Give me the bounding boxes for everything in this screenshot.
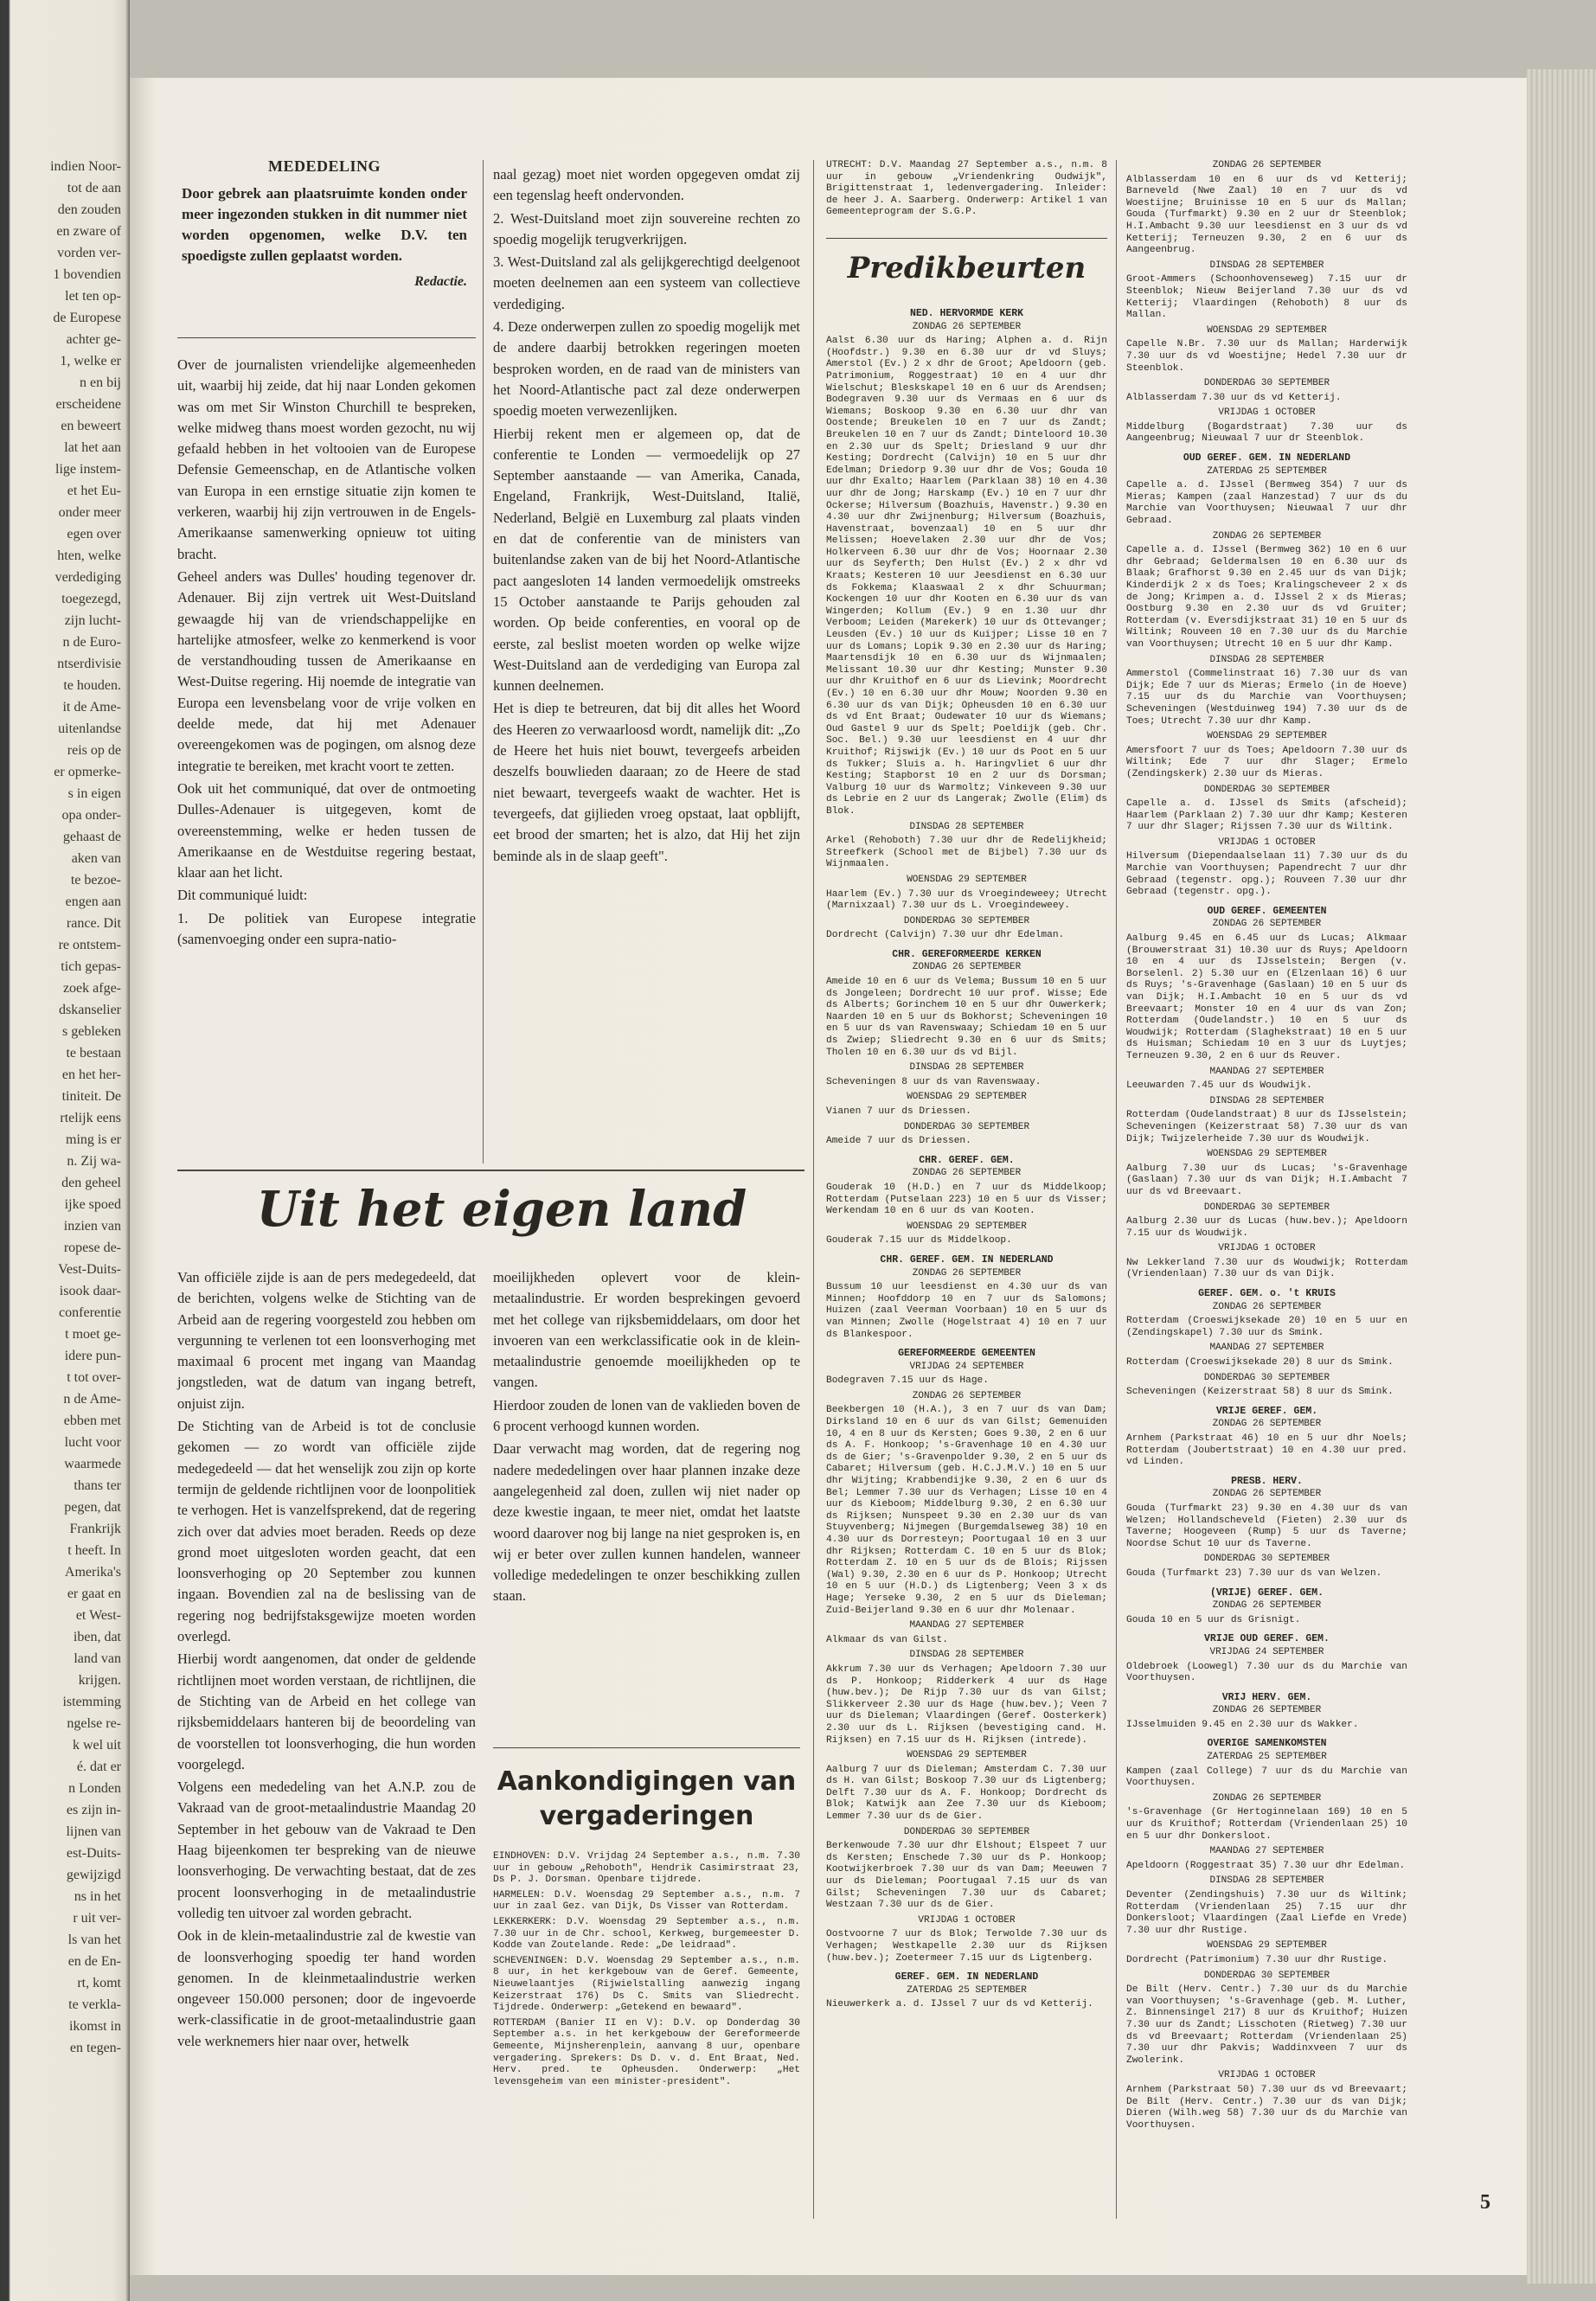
date-heading: DONDERDAG 30 SEPTEMBER bbox=[1203, 1372, 1330, 1383]
dulles-article-col1 bbox=[177, 355, 476, 952]
date-heading: ZONDAG 26 SEPTEMBER bbox=[1212, 1419, 1322, 1430]
date-heading: DONDERDAG 30 SEPTEMBER bbox=[1203, 1970, 1330, 1981]
aankondigingen-title-1: Aankondigingen van bbox=[497, 1766, 797, 1797]
mededeling-text: Door gebrek aan plaatsruimte konden onder meer ingezonden stukken in dit nummer niet worden opgenomen, welke D.V. ten spoedigste zullen geplaatst worden. bbox=[182, 185, 467, 265]
date-heading: DONDERDAG 30 SEPTEMBER bbox=[903, 1826, 1030, 1837]
date-heading: MAANDAG 27 SEPTEMBER bbox=[1209, 1066, 1324, 1077]
announcement-item: ROTTERDAM (Banier II en V): D.V. op Donderdag 30 September a.s. in het kerkgebouw der Gereformeerde Gemeente, Mijnsherenplein, aanvang 8 uur, openbare vergadering. Sprekers: Ds D. v. d. Ent Braat, Ned. Herv. pred. te Opheusden. Onderwerp: „Het levensgeheim van een minister-president". bbox=[493, 2017, 800, 2087]
paragraph: Ook in de klein-metaalindustrie zal de kwestie van de loonsverhoging spoedig ter hand worden genomen. In de kleinmetaalindustrie werken ongeveer 150.000 personen; door de ingevoerde werk-classificatie in de groot-metaalindustrie gaan vele werknemers hier naar over, hetwelk bbox=[177, 1927, 476, 2049]
left-page-fragment: dskanselier bbox=[59, 1003, 121, 1017]
left-page-fragments bbox=[10, 156, 121, 2059]
service-listing: Rotterdam (Croeswijksekade 20) 8 uur ds Smink. bbox=[1126, 1357, 1394, 1368]
left-page-fragment: krijgen. bbox=[78, 1673, 121, 1688]
left-page-fragment: vorden ver- bbox=[57, 246, 121, 260]
service-listing: Amersfoort 7 uur ds Toes; Apeldoorn 7.30 uur ds Wiltink; Ede 7 uur dhr Slager; Ermelo (Zendingskerk) 2.30 uur ds Mieras. bbox=[1126, 745, 1407, 779]
service-listing: Gouda 10 en 5 uur ds Grisnigt. bbox=[1126, 1614, 1301, 1625]
date-heading: WOENSDAG 29 SEPTEMBER bbox=[907, 874, 1027, 885]
left-page-fragment: zijn lucht- bbox=[64, 613, 121, 628]
church-heading: PRESB. HERV. bbox=[1231, 1475, 1303, 1487]
service-listing: Alkmaar ds van Gilst. bbox=[826, 1634, 948, 1645]
service-listing: Ameide 10 en 6 uur ds Velema; Bussum 10 en 5 uur ds Jongeleen; Dordrecht 10 uur prof. Wisse; Ede ds Alberts; Gorinchem 10 en 5 uur dhr Ouwerkerk; Naarden 10 en 5 uur ds Bokhorst; Scheveningen 10 en 5 uur ds van Ravenswaay; Schiedam 10 en 5 uur ds Zwiep; Sliedrecht 9.30 en 6 uur ds Smits; Tholen 10 en 6.30 uur ds vd Bijl. bbox=[826, 977, 1107, 1058]
date-heading: VRIJDAG 1 OCTOBER bbox=[1218, 407, 1316, 419]
church-heading: OVERIGE SAMENKOMSTEN bbox=[1207, 1738, 1327, 1750]
left-page-fragment: isook daar- bbox=[59, 1284, 121, 1298]
left-page-fragment: n en bij bbox=[80, 375, 121, 390]
left-page-fragment: re ontstem- bbox=[58, 938, 121, 952]
left-page-fragment: den geheel bbox=[61, 1176, 121, 1190]
date-heading: ZONDAG 26 SEPTEMBER bbox=[1212, 1489, 1322, 1500]
service-listing: Arnhem (Parkstraat 50) 7.30 uur ds vd Breevaart; De Bilt (Herv. Centr.) 7.30 uur ds van Dijk; Dieren (Wilh.weg 58) 7.30 uur ds du Marchie van Voorthuysen. bbox=[1126, 2084, 1407, 2131]
page-edges bbox=[1527, 69, 1596, 2284]
church-heading: CHR. GEREF. GEM. bbox=[919, 1154, 1015, 1166]
service-listing: Groot-Ammers (Schoonhovenseweg) 7.15 uur dr Steenblok; Nieuw Beijerland 7.30 uur ds vd Ketterij; Vlaardingen (Rehoboth) 8 uur ds Mallan. bbox=[1126, 274, 1407, 321]
left-page-fragment: ijke spoed bbox=[64, 1197, 121, 1212]
service-listing: Akkrum 7.30 uur ds Verhagen; Apeldoorn 7.30 uur ds P. Honkoop; Ridderkerk 4 uur ds Hage (huw.bev.); De Rijp 7.30 uur ds van Gilst; Slikkerveer 2.30 uur ds Hage (huw.bev.); Veen 7 uur ds Dieleman; Vlaardingen (Geref. Oosterkerk) 2.30 uur ds L. Rijksen (bevestiging cand. H. Rijksen) en 7.15 uur ds H. Rijksen (intrede). bbox=[826, 1663, 1107, 1746]
date-heading: VRIJDAG 1 OCTOBER bbox=[1218, 836, 1316, 848]
church-heading: GEREFORMEERDE GEMEENTEN bbox=[898, 1348, 1035, 1360]
announcement-item: EINDHOVEN: D.V. Vrijdag 24 September a.s., n.m. 7.30 uur in gebouw „Rehoboth", Hendrik Casimirstraat 23, Ds P. J. Dorsman. Openbare tijdrede. bbox=[493, 1851, 800, 1886]
service-listing: Rotterdam (Croeswijksekade 20) 10 en 5 uur en (Zendingskapel) 7.30 uur ds Smink. bbox=[1126, 1316, 1407, 1338]
left-page-fragment: onder meer bbox=[58, 505, 121, 520]
left-page-fragment: t heeft. In bbox=[67, 1543, 121, 1558]
left-page-fragment: en beweert bbox=[61, 419, 121, 433]
date-heading: WOENSDAG 29 SEPTEMBER bbox=[907, 1092, 1027, 1103]
service-listing: Rotterdam (Oudelandstraat) 8 uur ds IJsselstein; Scheveningen (Keizerstraat 58) 7.30 uur ds van Dijk; Twijzelerheide 7.30 uur ds Woudwijk. bbox=[1126, 1110, 1407, 1144]
left-page-fragment: den zouden bbox=[57, 202, 121, 217]
church-heading: NED. HERVORMDE KERK bbox=[909, 308, 1024, 319]
service-listing: Leeuwarden 7.45 uur ds Woudwijk. bbox=[1126, 1080, 1312, 1092]
date-heading: ZONDAG 26 SEPTEMBER bbox=[1212, 530, 1322, 542]
left-page-fragment: land van bbox=[74, 1651, 121, 1666]
service-listing: Kampen (zaal College) 7 uur ds du Marchie van Voorthuysen. bbox=[1126, 1766, 1407, 1789]
left-page-fragment: tot de aan bbox=[67, 181, 121, 195]
paragraph: naal gezag) moet niet worden opgegeven omdat zij een tegenslag heeft ondervonden. bbox=[493, 166, 800, 204]
service-listing: Arnhem (Parkstraat 46) 10 en 5 uur dhr Noels; Rotterdam (Joubertstraat) 10 en 4.30 uur pred. vd Linden. bbox=[1126, 1433, 1407, 1468]
eigen-land-title: Uit het eigen land bbox=[256, 1181, 747, 1238]
left-page-fragment: thans ter bbox=[74, 1478, 121, 1493]
service-listing: Alblasserdam 7.30 uur ds vd Ketterij. bbox=[1126, 392, 1342, 403]
paragraph: Het is diep te betreuren, dat bij dit alles het Woord des Heeren zo verwaarloosd wordt, namelijk dit: „Zo de Heere het huis niet bouwt, tevergeefs arbeiden deszelfs bouwlieden daaraan; zo de Heere de stad niet bewaart, tevergeefs waakt de wachter. Het is tevergeefs, dat gijlieden vroeg opstaat, laat opblijft, eet brood der smarten; het is alzo, dat Hij het zijn beminde als in de slaap geeft". bbox=[493, 700, 800, 864]
paragraph: Hierbij wordt aangenomen, dat onder de geldende richtlijnen moet worden verstaan, de richtlijnen, die de Stichting van de Arbeid en het college van rijksbemiddelaars hanteren bij de beoordeling van de voorstellen tot loonsverhoging, die hun worden voorgelegd. bbox=[177, 1650, 476, 1772]
date-heading: VRIJDAG 1 OCTOBER bbox=[918, 1914, 1016, 1926]
service-listing: Gouderak 7.15 uur ds Middelkoop. bbox=[826, 1235, 1012, 1247]
page-number: 5 bbox=[1480, 2191, 1490, 2214]
left-page-fragment: de Europese bbox=[53, 311, 121, 325]
date-heading: WOENSDAG 29 SEPTEMBER bbox=[1207, 1940, 1327, 1952]
church-heading: OUD GEREF. GEM. IN NEDERLAND bbox=[1183, 452, 1351, 465]
paragraph: 2. West-Duitsland moet zijn souvereine rechten zo spoedig mogelijk terugverkrijgen. bbox=[493, 209, 800, 247]
date-heading: DINSDAG 28 SEPTEMBER bbox=[1209, 654, 1324, 665]
service-listing: Capelle a. d. IJssel (Bermweg 362) 10 en 6 uur dhr Gebraad; Geldermalsen 10 en 6.30 uur ds Blaak; Grafhorst 9.30 en 2.45 uur ds van Dijk; Kinderdijk 2 x ds Toes; Kralingscheveer 2 x ds de Jong; Krimpen a. d. IJssel 2 x ds Mieras; Oostburg 9.30 en 2.30 uur ds vd Gruiter; Rotterdam (v. Eversdijkstraat 31) 10 en 5 uur ds Wiltink; Rouveen 10 en 7.30 uur ds du Marchie van Voorthuysen; Utrecht 10 en 5 uur dhr Kamp. bbox=[1126, 545, 1407, 650]
left-page-fragment: rt, komt bbox=[77, 1976, 121, 1990]
left-page-fragment: é. dat er bbox=[76, 1759, 121, 1774]
service-listing: De Bilt (Herv. Centr.) 7.30 uur ds du Marchie van Voorthuysen; 's-Gravenhage (geb. M. Luther, Z. Binnensingel 217) 8 uur ds Kruithof; Huizen 7.30 uur ds Zandt; Lisschoten (Rietweg) 7.30 uur ds vd Breevaart; Rotterdam (Vriendenlaan 25) 7.30 uur dhr Pakvis; Waddinxveen 7 uur ds Zwolerink. bbox=[1126, 1984, 1407, 2066]
service-listing: Middelburg (Bogardstraat) 7.30 uur ds Aangeenbrug; Nieuwaal 7 uur dr Steenblok. bbox=[1126, 421, 1407, 445]
paragraph: Geheel anders was Dulles' houding tegenover dr. Adenauer. Bij zijn vertrek uit West-Duitsland gewaagde hij van de vriendschappelijke en hartelijke atmosfeer, welke zo kenmerkend is voor de verstandhouding tussen de Amerikaanse en West-Duitse regering. Hij noemde de integratie van Europa een levensbelang voor de vrije volken en deelde mede, dat hij met Adenauer overeengekomen was de pogingen, om alsnog deze integratie te bereiken, met kracht voort te zetten. bbox=[177, 567, 476, 774]
newspaper-page bbox=[130, 78, 1527, 2275]
service-listing: Berkenwoude 7.30 uur dhr Elshout; Elspeet 7 uur ds Kersten; Enschede 7.30 uur ds P. Honkoop; Kootwijkerbroek 7.30 uur ds van Dam; Meeuwen 7 uur ds Dieleman; Poortugaal 7.15 uur ds van Gilst; Scheveningen 7.30 uur ds Cabaret; Westzaan 7.30 uur ds de Gier. bbox=[826, 1841, 1107, 1911]
eigen-land-col2 bbox=[493, 1267, 800, 1609]
column-rule bbox=[483, 160, 484, 1163]
date-heading: ZONDAG 26 SEPTEMBER bbox=[1212, 160, 1322, 170]
left-page-fragment: waarmede bbox=[64, 1457, 121, 1471]
left-page-fragment: lige instem- bbox=[55, 462, 121, 477]
date-heading: ZONDAG 26 SEPTEMBER bbox=[1212, 919, 1322, 930]
service-listing: Arkel (Rehoboth) 7.30 uur dhr de Redelijkheid; Streefkerk (School met de Bijbel) 7.30 uur ds Wijnmaalen. bbox=[826, 836, 1107, 870]
paragraph: De Stichting van de Arbeid is tot de conclusie gekomen — zo wordt van officiële zijde medegedeeld — dat het wenselijk zou zijn op korte termijn de geldende richtlijnen voor de loonpolitiek te verhogen. Het is vanzelfsprekend, dat de regering zich over dat advies moet beraden. Reeds op deze grond moet uitgesloten worden geacht, dat een loonsverhoging op 20 September zou kunnen ingaan. Bovendien zal na de beslissing van de regering nog bedrijfstaksgewijze moeten worden overlegd. bbox=[177, 1418, 476, 1645]
eigen-land-col1 bbox=[177, 1267, 476, 2054]
left-page-fragment: achter ge- bbox=[66, 332, 121, 347]
left-page-fragment: te bezoe- bbox=[70, 873, 121, 888]
paragraph: Over de journalisten vriendelijke algemeenheden uit, waarbij hij zeide, dat hij naar Londen gekomen was om met Sir Winston Churchill te bespreken, welke midweg thans moest worden gezocht, nu wij gefaald hebben in het voltooien van de Europese Defensie Gemeenschap, en de Atlantische volken van Europa in een ernstige situatie zijn komen te verkeren, waarbij hij zijn vertrouwen in de Engels-Amerikaanse samenwerking opnieuw tot uiting bracht. bbox=[177, 356, 476, 562]
church-heading: (VRIJE) GEREF. GEM. bbox=[1209, 1586, 1324, 1599]
aankondigingen-list bbox=[493, 1851, 800, 2092]
mededeling-box bbox=[182, 156, 467, 293]
service-listing: Aalburg 7.30 uur ds Lucas; 's-Gravenhage (Gaslaan) 7.30 uur ds van Dijk; H.I.Ambacht 7 uur ds vd Breevaart. bbox=[1126, 1163, 1407, 1197]
left-page-fragment: 1, welke er bbox=[60, 354, 121, 369]
left-page-fragment: iben, dat bbox=[73, 1630, 121, 1644]
service-listing: Dordrecht (Calvijn) 7.30 uur dhr Edelman. bbox=[826, 930, 1065, 941]
service-listing: Gouda (Turfmarkt 23) 7.30 uur ds van Welzen. bbox=[1126, 1567, 1382, 1579]
left-page-fragment: ntserdivisie bbox=[57, 657, 121, 671]
paragraph: Volgens een mededeling van het A.N.P. zou de Vakraad van de groot-metaalindustrie Maandag 20 September in het gebouw van de Vakraad te Den Haag bijeenkomen ter bespreking van de nieuwe loonsverhoging. De verwachting bestaat, dat de zes procent loonsverhoging in de metaalindustrie volledig ten uitvoer zal worden gebracht. bbox=[177, 1779, 476, 1921]
date-heading: ZATERDAG 25 SEPTEMBER bbox=[1207, 465, 1327, 477]
column-rule bbox=[1116, 160, 1117, 2219]
service-listing: Dordrecht (Patrimonium) 7.30 uur dhr Rustige. bbox=[1126, 1954, 1388, 1965]
left-page-fragment: en het her- bbox=[61, 1067, 121, 1082]
service-listing: Beekbergen 10 (H.A.), 3 en 7 uur ds van Dam; Dirksland 10 en 6 uur ds van Gilst; Gemenuiden 10, 4 en 8 uur ds Kersten; Goes 9.30, 2 en 6 uur ds A. F. Honkoop; 's-Gravenhage 10 en 4.30 uur ds de Gier; 's-Gravenpolder 9.30, 2 en 5 uur ds Cabaret; Hilversum (geb. H.C.J.M.V.) 10 en 5 uur dhr Wijting; Krabbendijke 9.30, 2 en 6 uur ds Bel; Lemmer 7.30 uur ds Verhagen; Lisse 10 en 4 uur ds Kieboom; Middelburg 9.30, 2 en 6.30 uur ds Rijksen; Nunspeet 9.30 en 2.30 uur ds van Stuyvenberg; Nijmegen (Burgemdalseweg 38) 10 en 4.30 uur ds Dorresteyn; Poortugaal 10 en 3 uur dhr Rijksen; Rotterdam C. 10 en 5 uur ds Blok; Rotterdam Z. 10 en 5 uur ds de Blois; Rijssen (Wal) 9.30, 2.30 en 6 uur ds P. Honkoop; Utrecht 10 en 5 uur (H.D.) ds Ligtenberg; Veen 3 x ds Hage; Yerseke 9.30, 2 en 5 uur ds Dieleman; Zuid-Beijerland 9.30 en 6 uur dhr Molenaar. bbox=[826, 1405, 1107, 1616]
left-page-fragment: ming is er bbox=[66, 1132, 121, 1147]
date-heading: VRIJDAG 24 SEPTEMBER bbox=[1209, 1646, 1324, 1657]
left-page-fragment: gewijzigd bbox=[66, 1868, 121, 1882]
left-page-fragment: Vest-Duits- bbox=[58, 1262, 121, 1277]
date-heading: DONDERDAG 30 SEPTEMBER bbox=[1203, 1554, 1330, 1565]
divider bbox=[493, 1747, 800, 1748]
service-listing: Capelle a. d. IJssel (Bermweg 354) 7 uur ds Mieras; Kampen (zaal Hanzestad) 7 uur ds du Marchie van Voorthuysen; Nieuwaal 7 uur dhr Gebraad. bbox=[1126, 480, 1407, 527]
left-page-fragment: inzien van bbox=[63, 1219, 121, 1234]
left-page-fragment: lat het aan bbox=[64, 440, 121, 455]
predikbeurten-title: Predikbeurten bbox=[847, 251, 1086, 285]
left-page-fragment: erscheidene bbox=[55, 397, 121, 412]
service-listing: Vianen 7 uur ds Driessen. bbox=[826, 1106, 971, 1117]
left-page-fragment: t tot over- bbox=[67, 1370, 121, 1385]
left-page-fragment: uitenlandse bbox=[58, 721, 121, 736]
paragraph: Van officiële zijde is aan de pers medegedeeld, dat de berichten, volgens welke de Stichting van de Arbeid aan de regering voorgesteld zou hebben om vergunning te verlenen tot een loonsverhoging met maximaal 6 procent met ingang van Maandag jongstleden, wat de datum van ingang betreft, onjuist zijn. bbox=[177, 1269, 476, 1412]
service-listing: Scheveningen 8 uur ds van Ravenswaay. bbox=[826, 1076, 1042, 1087]
paragraph: Hierbij rekent men er algemeen op, dat de conferentie te Londen — vermoedelijk op 27 September aanstaande — van Amerika, Canada, Engeland, Frankrijk, West-Duitsland, Italië, Nederland, België en Luxemburg zal plaats vinden en dat de conferentie van de ministers van buitenlandse zaken van de bij het Noord-Atlantische pact aangesloten 14 landen vermoedelijk omstreeks 15 October aanstaande te Parijs gehouden zal worden. Op beide conferenties, en vooral op de eerste, zal beslist moeten worden op welke wijze West-Duitsland aan de verdediging van Europa zal kunnen deelnemen. bbox=[493, 425, 800, 695]
left-page-fragment: engen aan bbox=[65, 894, 121, 909]
date-heading: MAANDAG 27 SEPTEMBER bbox=[1209, 1846, 1324, 1857]
left-page-fragment: egen over bbox=[67, 527, 121, 542]
left-page-fragment: gehaast de bbox=[62, 830, 121, 844]
left-page-fragment: te verkla- bbox=[68, 1997, 121, 2012]
date-heading: ZONDAG 26 SEPTEMBER bbox=[912, 321, 1022, 332]
date-heading: ZONDAG 26 SEPTEMBER bbox=[912, 1267, 1022, 1279]
service-listing: Nw Lekkerland 7.30 uur ds Woudwijk; Rotterdam (Vriendenlaan) 7.30 uur ds van Dijk. bbox=[1126, 1257, 1407, 1280]
left-page-fragment: ns in het bbox=[74, 1889, 121, 1904]
date-heading: WOENSDAG 29 SEPTEMBER bbox=[907, 1221, 1027, 1232]
mededeling-signature: Redactie. bbox=[414, 274, 467, 290]
left-page-fragment: n. Zij wa- bbox=[67, 1154, 121, 1169]
left-page-fragment: pegen, dat bbox=[64, 1500, 121, 1515]
service-listing: Aalst 6.30 uur ds Haring; Alphen a. d. Rijn (Hoofdstr.) 9.30 en 6.30 uur dr vd Sluys; Amerstol (Ev.) 2 x dhr de Groot; Apeldoorn (geb. Patrimonium, Roggestraat) 10 en 4 uur dhr Wielschut; Bleskskapel 10 en 6 uur ds Arendsen; Bodegraven 9.30 uur ds Vermaas en 6 uur ds Wiemans; Boskoop 9.30 en 6.30 uur dhr van Oostende; Breukelen 10 en 7 uur ds Zandt; Breukelen 10 en 7 uur ds Zandt; Dinteloord 10.30 en 2.30 uur ds Spelt; Driesland 9 uur dhr Kesting; Dordrecht (Calvijn) 10 en 5 uur dhr Edelman; Driedorp 9.30 uur dhr de Vos; Gouda 10 uur dhr Exalto; Haarlem (Parklaan 38) 10 en 4.30 uur dhr de Jong; Harskamp (Ev.) 10 en 7 uur dhr Ockerse; Hilversum (Boazhuis, Havenstr.) 9.30 en 4.30 uur dhr Zwijnenburg; Hilversum (Boazhuis, Havenstraat, bovenzaal) 10 en 5 uur dhr Melissen; Hoevelaken 2.30 uur dhr de Vos; Holkerveen 6.30 uur dhr de Vos; Hoornaar 2.30 uur ds Seyferth; Den Hulst (Ev.) 2 x dhr vd Kraats; Kesteren 10 uur Jeesdienst en 6.30 uur ds Fokkema; Klaaswaal 2 x dhr Schuurman; Kockengen 10 uur dhr Kooten en 6.30 uur ds van Wingerden; Kollum (Ev.) 9 en 1.30 uur dhr Verboom; Leiden (Marekerk) 10 uur ds Ottevanger; Leusden (Ev.) 10 uur ds Kuijper; Lisse 10 en 7 uur ds Lomans; Lopik 9.30 en 2.30 uur ds Haring; Maartensdijk 10 en 6.30 uur ds Wijnmaalen; Melissant 10.30 uur dhr Kesting; Munster 9.30 uur dhr Kruithof en 6 uur ds Lievink; Moordrecht (Ev.) 10 en 6.30 uur dhr Mouw; Noorden 9.30 en 6.30 uur ds van Dijk; Opheusden 10 en 6.30 uur ds vd Ent Braat; Oudewater 10 uur ds Wiemans; Oud Gastel 9 uur ds Spelt; Poeldijk (geb. Chr. Soc. Bel.) 9.30 uur leesdienst en 4 uur dhr Kruithof; Rijswijk (Ev.) 10 uur ds Poot en 5 uur ds Tukker; Sluis a. h. Haringvliet 6 uur dhr Kesting; Stapborst 10 en 2 uur ds Dorsman; Valburg 10 uur ds Warmoltz; Vinkeveen 9.30 uur ds Lebrie en 2 uur ds Langerak; Zwolle (Elim) ds Blok. bbox=[826, 336, 1107, 817]
service-listing: Oldebroek (Loowegl) 7.30 uur ds du Marchie van Voorthuysen. bbox=[1126, 1661, 1407, 1684]
mededeling-title: MEDEDELING bbox=[267, 157, 381, 175]
date-heading: ZONDAG 26 SEPTEMBER bbox=[912, 1390, 1022, 1401]
left-page-fragment: it de Ame- bbox=[62, 700, 121, 715]
date-heading: DINSDAG 28 SEPTEMBER bbox=[1209, 1095, 1324, 1106]
date-heading: DONDERDAG 30 SEPTEMBER bbox=[1203, 1202, 1330, 1213]
service-listing: Scheveningen (Keizerstraat 58) 8 uur ds Smink. bbox=[1126, 1387, 1394, 1398]
date-heading: ZONDAG 26 SEPTEMBER bbox=[912, 1168, 1022, 1179]
left-page-fragment: s gebleken bbox=[62, 1024, 121, 1039]
dulles-article-col2 bbox=[493, 164, 800, 868]
left-page-fragment: Amerika's bbox=[64, 1565, 121, 1580]
left-page-fragment: en zware of bbox=[56, 224, 121, 239]
left-page-fragment: rance. Dit bbox=[66, 916, 121, 931]
date-heading: DINSDAG 28 SEPTEMBER bbox=[1209, 1875, 1324, 1887]
date-heading: DONDERDAG 30 SEPTEMBER bbox=[1203, 378, 1330, 389]
service-listing: Apeldoorn (Roggestraat 35) 7.30 uur dhr Edelman. bbox=[1126, 1860, 1406, 1871]
paragraph: moeilijkheden oplevert voor de klein-metaalindustrie. Er worden besprekingen gevoerd met het college van rijksbemiddelaars, om door het invoeren van een werkclassificatie ook in de klein-metaalindustrie genoemde moeilijkheden op te vangen. bbox=[493, 1269, 800, 1391]
service-listing: Gouderak 10 (H.D.) en 7 uur ds Middelkoop; Rotterdam (Putselaan 223) 10 en 5 uur ds Visser; Werkendam 10 en 6 uur ds van Kooten. bbox=[826, 1182, 1107, 1217]
date-heading: ZONDAG 26 SEPTEMBER bbox=[1212, 1705, 1322, 1716]
service-listing: Alblasserdam 10 en 6 uur ds vd Ketterij; Barneveld (Nwe Zaal) 10 en 7 uur ds vd Woestijne; Bruinisse 10 en 5 uur ds Mallan; Gouda (Turfmarkt) 9.30 en 2 uur dr Steenblok; H.I.Ambacht 9.30 uur leesdienst en 3 uur ds vd Ketterij; Terneuzen 9.30, 2 en 6 uur ds Aangeenbrug. bbox=[1126, 174, 1407, 256]
left-page-fragment: en de En- bbox=[67, 1954, 121, 1969]
left-page-fragment: k wel uit bbox=[73, 1738, 121, 1753]
aankondigingen-title-2: vergaderingen bbox=[539, 1801, 754, 1831]
left-page-fragment: zoek afge- bbox=[62, 981, 121, 996]
paragraph: Daar verwacht mag worden, dat de regering nog nadere mededelingen over haar plannen inzake deze aangelegenheid zal doen, zullen wij niet nader op deze kwestie ingaan, te meer niet, omdat het laatste woord daarover nog bij lange na niet gesproken is, en wij er beter over zullen kunnen handelen, wanneer volledige mededelingen te onzer beschikking zullen staan. bbox=[493, 1440, 800, 1605]
date-heading: WOENSDAG 29 SEPTEMBER bbox=[1207, 1149, 1327, 1160]
announcement-item: LEKKERKERK: D.V. Woensdag 29 September a.s., n.m. 7.30 uur in de Chr. school, Kerkweg, burgemeester D. Kodde van Zoutelande. Rede: „De leidraad". bbox=[493, 1916, 800, 1952]
left-page-fragment: idere pun- bbox=[64, 1349, 121, 1363]
left-page-fragment: er gaat en bbox=[67, 1586, 121, 1601]
left-page-fragment: conferentie bbox=[59, 1305, 121, 1320]
left-page-fragment: tiniteit. De bbox=[61, 1089, 121, 1104]
date-heading: MAANDAG 27 SEPTEMBER bbox=[909, 1620, 1024, 1631]
service-listing: IJsselmuiden 9.45 en 2.30 uur ds Wakker. bbox=[1126, 1719, 1359, 1730]
church-heading: VRIJ HERV. GEM. bbox=[1221, 1691, 1312, 1703]
aankondigingen-heading bbox=[493, 1765, 800, 1834]
church-heading: VRIJE OUD GEREF. GEM. bbox=[1204, 1633, 1330, 1645]
date-heading: ZONDAG 26 SEPTEMBER bbox=[1212, 1792, 1322, 1804]
church-heading: CHR. GEREF. GEM. IN NEDERLAND bbox=[880, 1253, 1054, 1266]
left-page-fragment: et West- bbox=[75, 1608, 121, 1623]
date-heading: WOENSDAG 29 SEPTEMBER bbox=[907, 1750, 1027, 1761]
predikbeurten-col-b bbox=[1126, 160, 1407, 2135]
service-listing: Nieuwerkerk a. d. IJssel 7 uur ds vd Ketterij. bbox=[826, 1999, 1093, 2010]
left-page-fragment: est-Duits- bbox=[66, 1846, 121, 1861]
left-page-fragment: en tegen- bbox=[69, 2041, 121, 2055]
service-listing: 's-Gravenhage (Gr Hertoginnelaan 169) 10 en 5 uur ds Kruithof; Rotterdam (Vriendenlaan 25) 10 en 5 uur dhr Donkersloot. bbox=[1126, 1807, 1407, 1842]
service-listing: Aalburg 2.30 uur ds Lucas (huw.bev.); Apeldoorn 7.15 uur ds Woudwijk. bbox=[1126, 1216, 1407, 1239]
divider bbox=[177, 337, 476, 338]
church-heading: GEREF. GEM. o. 't KRUIS bbox=[1198, 1288, 1336, 1300]
church-heading: OUD GEREF. GEMEENTEN bbox=[1207, 905, 1327, 917]
church-heading: VRIJE GEREF. GEM. bbox=[1215, 1405, 1318, 1417]
paragraph: 4. Deze onderwerpen zullen zo spoedig mogelijk met de andere daarbij betrokken regeringen moeten besproken worden, en de raad van de ministers van het Noord-Atlantische pact zal deze onderwerpen spoedig moeten verwezenlijken. bbox=[493, 318, 800, 420]
left-page-fragment: s in eigen bbox=[67, 786, 121, 801]
left-page-fragment: r uit ver- bbox=[73, 1911, 121, 1926]
paragraph: Hierdoor zouden de lonen van de vaklieden boven de 6 procent verhoogd kunnen worden. bbox=[493, 1396, 800, 1435]
date-heading: DONDERDAG 30 SEPTEMBER bbox=[1203, 784, 1330, 795]
utrecht-notice: UTRECHT: D.V. Maandag 27 September a.s., n.m. 8 uur in gebouw „Vriendenkring Oudwijk", Brigittenstraat 1, ledenvergadering. Inleider: de heer J. A. Saarberg. Onderwerp: Artikel 1 van Gemeenteprogram der S.G.P. bbox=[826, 160, 1107, 218]
date-heading: MAANDAG 27 SEPTEMBER bbox=[1209, 1343, 1324, 1354]
date-heading: VRIJDAG 24 SEPTEMBER bbox=[909, 1361, 1024, 1372]
left-page-fragment: n Londen bbox=[68, 1781, 121, 1796]
service-listing: Aalburg 9.45 en 6.45 uur ds Lucas; Alkmaar (Brouwerstraat 31) 10.30 uur ds Ruys; Apeldoorn 10 en 4 uur ds IJsselstein; Bergen (v. Borselenl. 2) 5.30 uur en (Elzenlaan 16) 6 uur ds Ruys; 's-Gravenhage (Gaslaan) 10 en 5 uur ds van Dijk; H.I.Ambacht 10 en 5 uur ds vd Breevaart; Monster 10 en 4 uur ds van Zon; Rotterdam (Oudelandstr.) 10 en 5 uur ds Woudwijk; Rotterdam (Slaghekstraat) 10 en 5 uur ds Huisman; Schiedam 10 en 3 uur ds Luytjes; Terneuzen 9.30, 2 en 6 uur ds Reuver. bbox=[1126, 933, 1407, 1061]
announcement-item: SCHEVENINGEN: D.V. Woensdag 29 September a.s., n.m. 8 uur, in het kerkgebouw van de Geref. Gemeente, Nieuwelaantjes (Rijwielstalling aanwezig ingang Keizerstraat 176) Ds C. Smits van Sliedrecht. Tijdrede. Onderwerp: „Getekend en bewaard". bbox=[493, 1955, 800, 2014]
left-page-fragment: rtelijk eens bbox=[60, 1111, 121, 1125]
church-heading: CHR. GEREFORMEERDE KERKEN bbox=[892, 948, 1042, 960]
left-page-fragment: lijnen van bbox=[66, 1824, 121, 1839]
service-listing: Capelle N.Br. 7.30 uur ds Mallan; Harderwijk 7.30 uur ds vd Woestijne; Hedel 7.30 uur dr Steenblok. bbox=[1126, 339, 1407, 374]
paragraph: 1. De politiek van Europese integratie (samenvoeging onder een supra-natio- bbox=[177, 909, 476, 948]
church-heading: GEREF. GEM. IN NEDERLAND bbox=[894, 1971, 1039, 1984]
left-page-fragment: hten, welke bbox=[57, 548, 121, 563]
left-page-fragment: t moet ge- bbox=[65, 1327, 121, 1342]
date-heading: WOENSDAG 29 SEPTEMBER bbox=[1207, 731, 1327, 742]
service-listing: Deventer (Zendingshuis) 7.30 uur ds Wiltink; Rotterdam (Vriendenlaan 25) 7.15 uur dhr Donkersloot; Vlaardingen (Zaal Liefde en Vrede) 7.30 uur dhr Rustige. bbox=[1126, 1890, 1407, 1936]
left-page-fragment: ngelse re- bbox=[67, 1716, 121, 1731]
left-page-fragment: et het Eu- bbox=[67, 484, 121, 498]
service-listing: Bussum 10 uur leesdienst en 4.30 uur ds van Minnen; Hoofddorp 10 en 7 uur ds Salomons; Huizen (zaal Veerman Voorbaan) 10 en 5 uur ds van Minnen; Zwolle (Hogelstraat 4) 10 en 7 uur ds Blankespoor. bbox=[826, 1282, 1107, 1340]
service-listing: Capelle a. d. IJssel ds Smits (afscheid); Haarlem (Parklaan 2) 7.30 uur dhr Kamp; Kesteren 7 uur dhr Slager; Rijssen 7.30 uur ds Wiltink. bbox=[1126, 798, 1407, 833]
date-heading: ZONDAG 26 SEPTEMBER bbox=[1212, 1600, 1322, 1612]
left-page-fragment: istemming bbox=[62, 1695, 121, 1709]
date-heading: ZATERDAG 25 SEPTEMBER bbox=[907, 1984, 1027, 1996]
predikbeurten-col-a bbox=[826, 301, 1107, 2015]
left-page-fragment: reis op de bbox=[67, 743, 121, 758]
service-listing: Oostvoorne 7 uur ds Blok; Terwolde 7.30 uur ds Verhagen; Westkapelle 2.30 uur ds Rijksen (huw.bev.); Zoetermeer 7.15 uur ds Ligtenberg. bbox=[826, 1929, 1107, 1964]
left-page-fragment: n de Euro- bbox=[62, 635, 121, 650]
service-listing: Bodegraven 7.15 uur ds Hage. bbox=[826, 1375, 989, 1387]
service-listing: Gouda (Turfmarkt 23) 9.30 en 4.30 uur ds van Welzen; Hollandscheveld (Fieten) 2.30 uur ds Taverne; Hoogeveen (Rump) 5 uur ds Taverne; Noordse Schut 10 uur ds Taverne. bbox=[1126, 1503, 1407, 1549]
left-page-fragment: toegezegd, bbox=[61, 592, 121, 606]
date-heading: ZONDAG 26 SEPTEMBER bbox=[1212, 1301, 1322, 1312]
date-heading: DINSDAG 28 SEPTEMBER bbox=[909, 1650, 1024, 1661]
left-page-fragment: let ten op- bbox=[65, 289, 121, 304]
left-page-fragment: er opmerke- bbox=[54, 765, 121, 779]
service-listing: Aalburg 7 uur ds Dieleman; Amsterdam C. 7.30 uur ds H. van Gilst; Boskoop 7.30 uur ds Ligtenberg; Delft 7.30 uur ds A. F. Honkoop; Dordrecht ds Blok; Katwijk aan Zee 7.30 uur ds Kieboom; Lemmer 7.30 uur ds de Gier. bbox=[826, 1764, 1107, 1823]
left-page-fragment: tich gepas- bbox=[61, 959, 121, 974]
date-heading: DINSDAG 28 SEPTEMBER bbox=[1209, 260, 1324, 271]
left-page-fragment: ikomst in bbox=[68, 2019, 121, 2034]
date-heading: ZATERDAG 25 SEPTEMBER bbox=[1207, 1752, 1327, 1763]
paragraph: 3. West-Duitsland zal als gelijkgerechtigd deelgenoot moeten deelnemen aan een systeem van collectieve verdediging. bbox=[493, 253, 800, 312]
left-page-fragment: n de Ame- bbox=[63, 1392, 121, 1407]
left-page-fragment: ropese de- bbox=[63, 1240, 121, 1255]
announcement-item: HARMELEN: D.V. Woensdag 29 September a.s., n.m. 7 uur in zaal Gez. van Dijk, Ds Visser van Rotterdam. bbox=[493, 1889, 800, 1913]
service-listing: Ameide 7 uur ds Driessen. bbox=[826, 1136, 971, 1147]
date-heading: VRIJDAG 1 OCTOBER bbox=[1218, 1243, 1316, 1254]
left-page-fragment: aken van bbox=[71, 851, 121, 866]
column-rule bbox=[813, 160, 814, 2219]
date-heading: DONDERDAG 30 SEPTEMBER bbox=[903, 1121, 1030, 1132]
divider bbox=[826, 238, 1107, 239]
paragraph: Ook uit het communiqué, dat over de ontmoeting Dulles-Adenauer is uitgegeven, komt de overeenstemming, welke er heden tussen de Amerikaanse en de Westduitse regering bestaat, klaar aan het licht. bbox=[177, 779, 476, 881]
service-listing: Ammerstol (Commelinstraat 16) 7.30 uur ds van Dijk; Ede 7 uur ds Mieras; Ermelo (in de Hoeve) 7.15 uur ds du Marchie van Voorthuysen; Scheveningen (Westduinweg 194) 7.30 uur ds de Toes; Utrecht 7.30 uur dhr Kamp. bbox=[1126, 669, 1407, 727]
left-page-fragment: Frankrijk bbox=[69, 1522, 121, 1536]
left-page-fragment: es zijn in- bbox=[66, 1803, 121, 1817]
date-heading: VRIJDAG 1 OCTOBER bbox=[1218, 2070, 1316, 2081]
left-page-fragment: verdediging bbox=[54, 570, 121, 585]
section-rule bbox=[177, 1170, 804, 1171]
paragraph: Dit communiqué luidt: bbox=[177, 887, 308, 904]
left-page-fragment: lucht voor bbox=[64, 1435, 121, 1450]
left-page-fragment: te houden. bbox=[63, 678, 121, 693]
date-heading: DINSDAG 28 SEPTEMBER bbox=[909, 1062, 1024, 1074]
service-listing: Hilversum (Diependaalselaan 11) 7.30 uur ds du Marchie van Voorthuysen; Papendrecht 7 uur dhr Gebraad (tegenstr. opg.); Rouveen 7.30 uur dhr Gebraad (tegenstr. opg.). bbox=[1126, 851, 1407, 898]
left-page-fragment: 1 bovendien bbox=[53, 267, 121, 282]
left-page-fragment: indien Noor- bbox=[50, 159, 121, 174]
date-heading: WOENSDAG 29 SEPTEMBER bbox=[1207, 324, 1327, 336]
date-heading: ZONDAG 26 SEPTEMBER bbox=[912, 962, 1022, 973]
left-page-fragment: ls van het bbox=[67, 1932, 121, 1947]
left-page-fragment: opa onder- bbox=[61, 808, 121, 823]
date-heading: DONDERDAG 30 SEPTEMBER bbox=[903, 915, 1030, 926]
left-page-fragment: ebben met bbox=[63, 1413, 121, 1428]
service-listing: Haarlem (Ev.) 7.30 uur ds Vroegindeweey; Utrecht (Marnixzaal) 7.30 uur ds L. Vroegindeweey. bbox=[826, 888, 1107, 912]
left-page-fragment: te bestaan bbox=[66, 1046, 121, 1061]
date-heading: DINSDAG 28 SEPTEMBER bbox=[909, 821, 1024, 832]
